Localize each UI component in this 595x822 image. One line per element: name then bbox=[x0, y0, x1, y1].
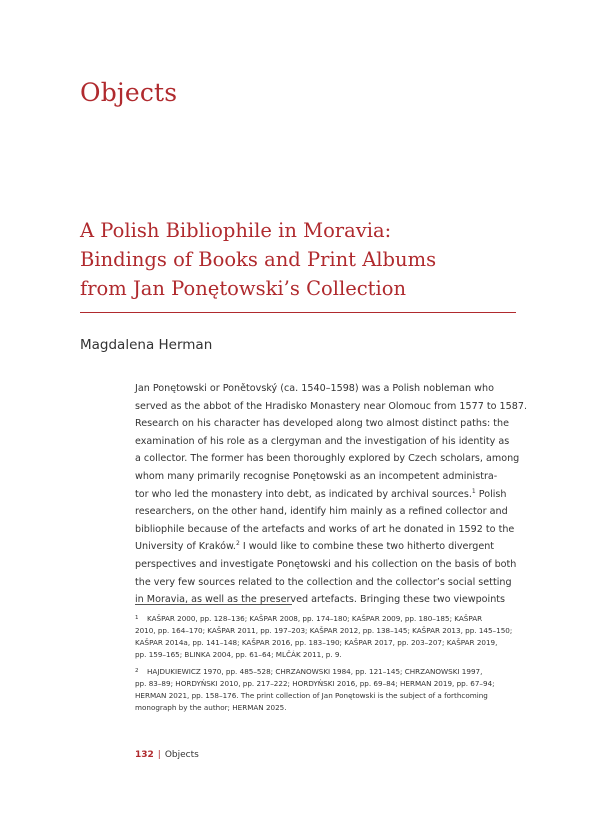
body-line: Jan Ponętowski or Ponětovský (ca. 1540–1598) was a Polish nobleman who bbox=[135, 383, 494, 394]
running-head: Objects bbox=[164, 750, 199, 760]
footnote-line: pp. 83–89; HORDYŃSKI 2010, pp. 217–222; HORDYŃSKI 2016, pp. 69–84; HERMAN 2019, pp. 67–94; bbox=[135, 679, 495, 688]
page-footer bbox=[135, 750, 199, 760]
body-line: served as the abbot of the Hradisko Monastery near Olomouc from 1577 to 1587. bbox=[135, 400, 528, 412]
footnote-text: HAJDUKIEWICZ 1970, pp. 485–528; CHRZANOWSKI 1984, pp. 121–145; CHRZANOWSKI 1997, bbox=[147, 667, 483, 676]
title-divider bbox=[80, 312, 516, 313]
folio-separator: | bbox=[157, 750, 161, 760]
body-line: bibliophile because of the artefacts and works of art he donated in 1592 to the bbox=[135, 523, 515, 535]
footnote-line: HERMAN 2021, pp. 158–176. The print collection of Jan Ponętowski is the subject of a forthcoming bbox=[135, 691, 488, 700]
title-line: Bindings of Books and Print Albums bbox=[80, 248, 437, 271]
body-line: examination of his role as a clergyman and the investigation of his identity as bbox=[135, 435, 510, 447]
body-line: Research on his character has developed along two almost distinct paths: the bbox=[135, 418, 509, 430]
body-line-tail: Polish bbox=[475, 488, 507, 500]
footnote-line bbox=[135, 612, 511, 625]
body-line-text: University of Kraków. bbox=[135, 541, 236, 553]
footnote-ref-1[interactable]: 1 bbox=[471, 487, 476, 495]
footnote-number: 2 bbox=[135, 668, 139, 674]
footnote-line: monograph by the author; HERMAN 2025. bbox=[135, 703, 287, 712]
body-line: in Moravia, as well as the preserved artefacts. Bringing these two viewpoints bbox=[135, 594, 506, 606]
page-number: 132 bbox=[135, 750, 154, 760]
body-line: a collector. The former has been thoroughly explored by Czech scholars, among bbox=[135, 453, 520, 465]
footnote-line: pp. 159–165; BLINKA 2004, pp. 61–64; MLČÁK 2011, p. 9. bbox=[135, 650, 342, 659]
body-line: perspectives and investigate Ponętowski and his collection on the basis of both bbox=[135, 558, 517, 570]
body-line: whom many primarily recognise Ponętowski as an incompetent administra- bbox=[135, 470, 498, 482]
footnote-line: 2010, pp. 164–170; KAŠPAR 2011, pp. 197–203; KAŠPAR 2012, pp. 138–145; KAŠPAR 2013, pp. 145–150; bbox=[135, 626, 513, 635]
body-line: researchers, on the other hand, identify him mainly as a refined collector and bbox=[135, 506, 508, 518]
body-line: the very few sources related to the collection and the collector’s social setting bbox=[135, 576, 512, 588]
footnote-divider bbox=[135, 604, 292, 605]
body-line-text: tor who led the monastery into debt, as indicated by archival sources. bbox=[135, 488, 472, 500]
author-name: Magdalena Herman bbox=[80, 337, 213, 353]
body-line-tail: I would like to combine these two hitherto divergent bbox=[239, 541, 495, 553]
footnote-line: KAŠPAR 2014a, pp. 141–148; KAŠPAR 2016, pp. 183–190; KAŠPAR 2017, pp. 203–207; KAŠPAR 2019, bbox=[135, 638, 498, 647]
title-line: from Jan Ponętowski’s Collection bbox=[80, 277, 407, 300]
footnote-line bbox=[135, 665, 511, 678]
footnote-1 bbox=[135, 612, 511, 661]
footnotes bbox=[135, 612, 511, 718]
footnote-2 bbox=[135, 665, 511, 714]
body-line bbox=[135, 486, 511, 504]
footnote-text: KAŠPAR 2000, pp. 128–136; KAŠPAR 2008, pp. 174–180; KAŠPAR 2009, pp. 180–185; KAŠPAR bbox=[147, 614, 483, 623]
body-paragraph bbox=[135, 380, 528, 609]
footnote-ref-2[interactable]: 2 bbox=[235, 540, 240, 548]
article-title bbox=[80, 216, 520, 303]
footnote-number: 1 bbox=[135, 615, 139, 621]
title-line: A Polish Bibliophile in Moravia: bbox=[80, 219, 392, 242]
section-heading: Objects bbox=[80, 78, 178, 107]
body-line bbox=[135, 538, 511, 556]
